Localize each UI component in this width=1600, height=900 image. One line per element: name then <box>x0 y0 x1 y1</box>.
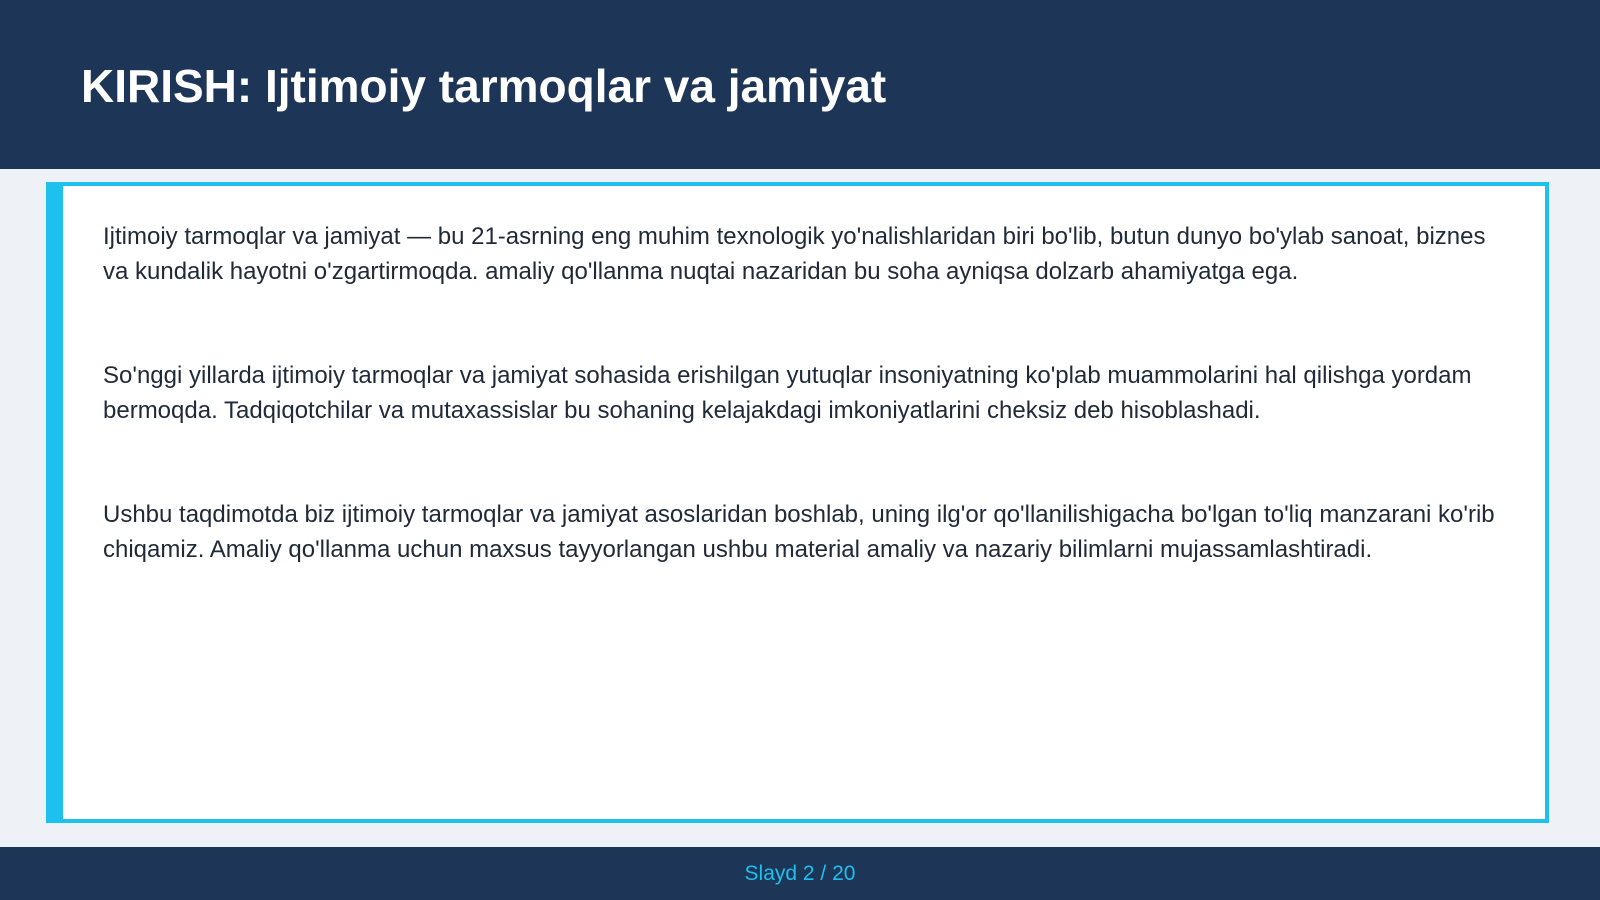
achievements-paragraph: So'nggi yillarda ijtimoiy tarmoqlar va jamiyat sohasida erishilgan yutuqlar insoniyatning ko'plab muammolarini hal qilishga yordam bermoqda. Tadqiqotchilar va mutaxassislar bu sohaning kelajakdagi imkoniyatlarini cheksiz deb hisoblashadi. <box>103 362 1472 424</box>
content-card <box>46 182 1549 823</box>
slide-header <box>0 0 1600 169</box>
slide-title: KIRISH: Ijtimoiy tarmoqlar va jamiyat <box>81 60 887 112</box>
slide-counter: Slayd 2 / 20 <box>744 862 856 885</box>
presentation-overview-paragraph: Ushbu taqdimotda biz ijtimoiy tarmoqlar va jamiyat asoslaridan boshlab, uning ilg'or qo'llanilishigacha bo'lgan to'liq manzarani ko'rib chiqamiz. Amaliy qo'llanma uchun maxsus tayyorlangan ushbu material amaliy va nazariy bilimlarni mujassamlashtiradi. <box>103 501 1495 563</box>
slide-footer <box>0 847 1600 900</box>
intro-paragraph: Ijtimoiy tarmoqlar va jamiyat — bu 21-asrning eng muhim texnologik yo'nalishlaridan biri bo'lib, butun dunyo bo'ylab sanoat, biznes va kundalik hayotni o'zgartirmoqda. amaliy qo'llanma nuqtai nazaridan bu soha ayniqsa dolzarb ahamiyatga ega. <box>103 223 1486 285</box>
